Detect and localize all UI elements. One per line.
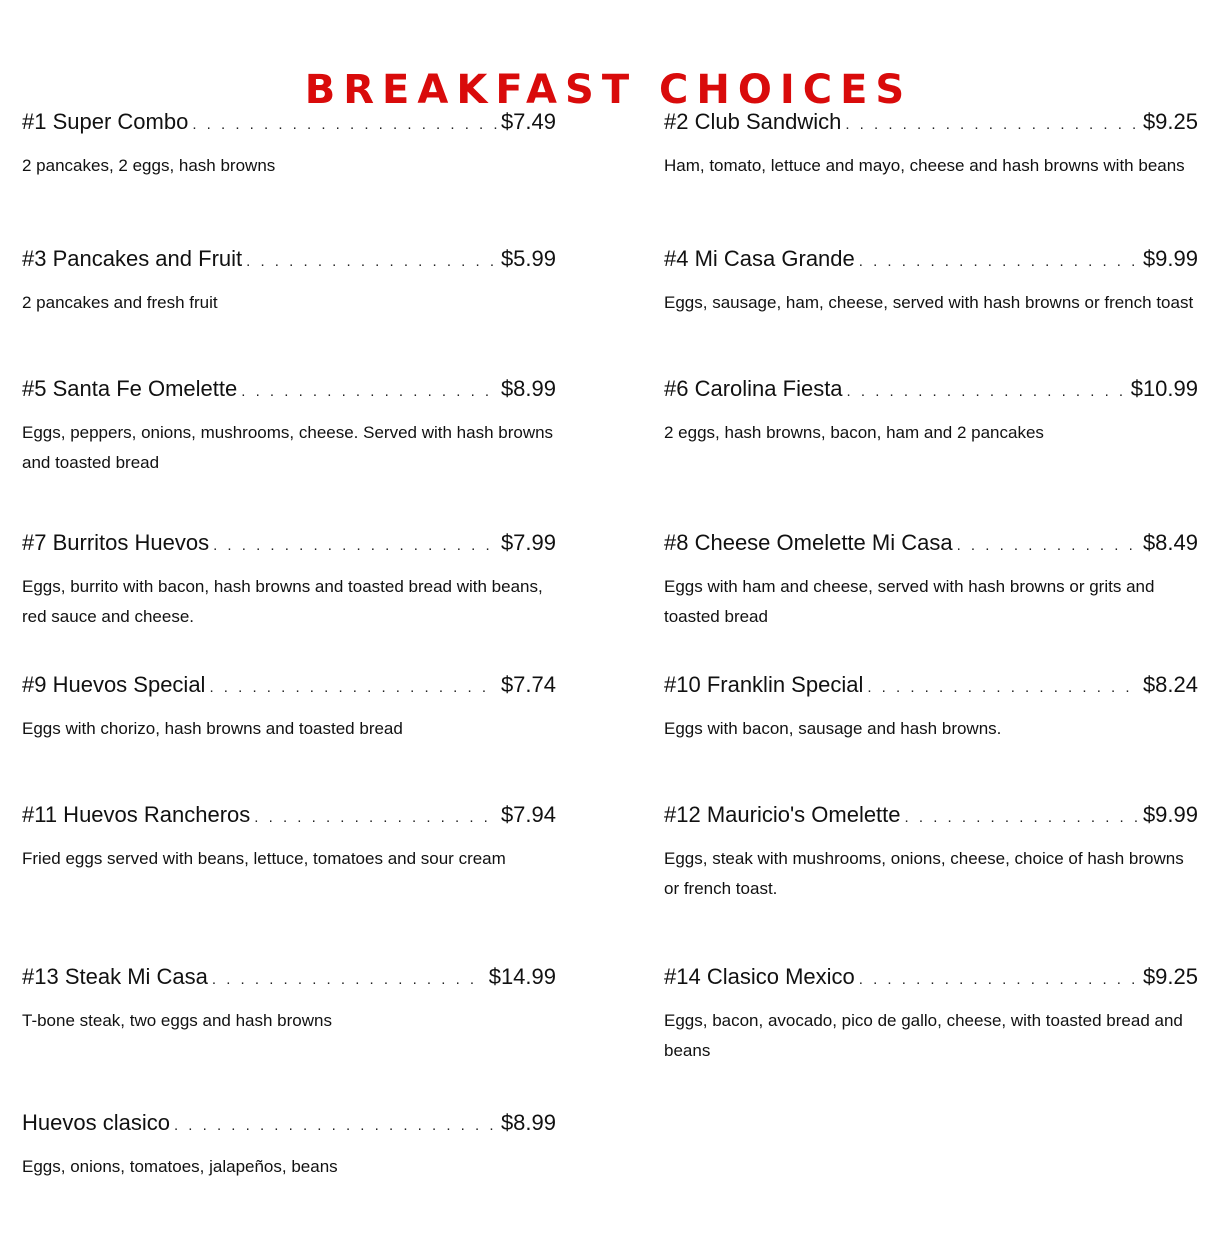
menu-item-description: Eggs, burrito with bacon, hash browns and toasted bread with beans, red sauce and cheese. bbox=[22, 577, 543, 626]
menu-item-price: $8.99 bbox=[500, 1110, 556, 1135]
menu-item-price: $9.25 bbox=[1142, 964, 1198, 989]
menu-item-price: $8.99 bbox=[500, 376, 556, 401]
menu-item bbox=[664, 528, 1198, 632]
menu-item-name: #14 Clasico Mexico bbox=[664, 964, 855, 989]
menu-item-description: Eggs, steak with mushrooms, onions, cheese, choice of hash browns or french toast. bbox=[664, 849, 1184, 898]
menu-item-description: T-bone steak, two eggs and hash browns bbox=[22, 1011, 332, 1030]
menu-item-header bbox=[664, 374, 1198, 404]
menu-item-name: #13 Steak Mi Casa bbox=[22, 964, 208, 989]
menu-item-description: 2 pancakes and fresh fruit bbox=[22, 293, 218, 312]
dot-leader bbox=[847, 377, 1127, 407]
menu-item-description: 2 eggs, hash browns, bacon, ham and 2 pancakes bbox=[664, 423, 1044, 442]
menu-item bbox=[664, 107, 1198, 181]
dot-leader bbox=[254, 803, 497, 833]
menu-item-description: 2 pancakes, 2 eggs, hash browns bbox=[22, 156, 276, 175]
menu-item bbox=[22, 670, 556, 744]
menu-item-price: $9.99 bbox=[1142, 246, 1198, 271]
menu-item-header bbox=[22, 244, 556, 274]
menu-item-header bbox=[22, 962, 556, 992]
menu-item-price: $7.99 bbox=[500, 530, 556, 555]
dot-leader bbox=[212, 965, 485, 995]
menu-item-description: Eggs with ham and cheese, served with hash browns or grits and toasted bread bbox=[664, 577, 1155, 626]
page-title: BREAKFAST CHOICES bbox=[304, 66, 913, 113]
menu-item-price: $9.99 bbox=[1142, 802, 1198, 827]
menu-item-price: $9.25 bbox=[1142, 109, 1198, 134]
menu-item-name: #4 Mi Casa Grande bbox=[664, 246, 855, 271]
dot-leader bbox=[859, 965, 1139, 995]
menu-item-price: $8.24 bbox=[1142, 672, 1198, 697]
dot-leader bbox=[859, 247, 1139, 277]
dot-leader bbox=[905, 803, 1139, 833]
menu-item-name: #5 Santa Fe Omelette bbox=[22, 376, 238, 401]
dot-leader bbox=[867, 673, 1139, 703]
menu-item-header bbox=[664, 244, 1198, 274]
menu-item-header bbox=[664, 800, 1198, 830]
dot-leader bbox=[192, 110, 497, 140]
menu-item-name: #12 Mauricio's Omelette bbox=[664, 802, 901, 827]
menu-item-description: Fried eggs served with beans, lettuce, tomatoes and sour cream bbox=[22, 849, 506, 868]
menu-item-header bbox=[22, 800, 556, 830]
menu-item-name: #2 Club Sandwich bbox=[664, 109, 842, 134]
menu-item bbox=[22, 800, 556, 874]
menu-item-price: $10.99 bbox=[1130, 376, 1198, 401]
menu-item-description: Eggs, sausage, ham, cheese, served with hash browns or french toast bbox=[664, 293, 1194, 312]
menu-item bbox=[22, 374, 556, 478]
menu-item-description: Eggs, onions, tomatoes, jalapeños, beans bbox=[22, 1157, 338, 1176]
menu-item-price: $5.99 bbox=[500, 246, 556, 271]
menu-item-price: $7.94 bbox=[500, 802, 556, 827]
dot-leader bbox=[174, 1111, 497, 1141]
menu-item bbox=[664, 374, 1198, 448]
menu-item-price: $7.74 bbox=[500, 672, 556, 697]
menu-item-header bbox=[664, 670, 1198, 700]
dot-leader bbox=[845, 110, 1139, 140]
menu-item-header bbox=[664, 107, 1198, 137]
menu-item-description: Eggs with bacon, sausage and hash browns. bbox=[664, 719, 1002, 738]
menu-item bbox=[664, 670, 1198, 744]
menu-item bbox=[22, 244, 556, 318]
dot-leader bbox=[209, 673, 496, 703]
menu-item bbox=[22, 528, 556, 632]
menu-item-header bbox=[664, 962, 1198, 992]
dot-leader bbox=[957, 531, 1139, 561]
menu-item-description: Ham, tomato, lettuce and mayo, cheese and hash browns with beans bbox=[664, 156, 1185, 175]
menu-item bbox=[22, 962, 556, 1036]
menu-item bbox=[664, 962, 1198, 1066]
menu-item-name: #7 Burritos Huevos bbox=[22, 530, 210, 555]
menu-item bbox=[22, 107, 556, 181]
menu-item-header bbox=[22, 107, 556, 137]
menu-item-name: #1 Super Combo bbox=[22, 109, 189, 134]
menu-item-name: #8 Cheese Omelette Mi Casa bbox=[664, 530, 953, 555]
menu-item-name: #3 Pancakes and Fruit bbox=[22, 246, 243, 271]
menu-item-name: #9 Huevos Special bbox=[22, 672, 206, 697]
menu-item-header bbox=[22, 1108, 556, 1138]
menu-item-description: Eggs, peppers, onions, mushrooms, cheese. Served with hash browns and toasted bread bbox=[22, 423, 554, 472]
menu-item-name: #11 Huevos Rancheros bbox=[22, 802, 251, 827]
menu-item-header bbox=[22, 374, 556, 404]
dot-leader bbox=[241, 377, 497, 407]
menu-item-description: Eggs, bacon, avocado, pico de gallo, cheese, with toasted bread and beans bbox=[664, 1011, 1183, 1060]
menu-item-description: Eggs with chorizo, hash browns and toasted bread bbox=[22, 719, 403, 738]
menu-item-name: Huevos clasico bbox=[22, 1110, 170, 1135]
dot-leader bbox=[246, 247, 497, 277]
dot-leader bbox=[213, 531, 497, 561]
menu-item bbox=[664, 244, 1198, 318]
menu-item-header bbox=[664, 528, 1198, 558]
menu-item-name: #6 Carolina Fiesta bbox=[664, 376, 843, 401]
menu-item-header bbox=[22, 528, 556, 558]
menu-item-price: $7.49 bbox=[500, 109, 556, 134]
menu-item bbox=[22, 1108, 556, 1182]
menu-item-header bbox=[22, 670, 556, 700]
menu-item-price: $14.99 bbox=[488, 964, 556, 989]
menu-item-name: #10 Franklin Special bbox=[664, 672, 864, 697]
menu-item bbox=[664, 800, 1198, 904]
menu-item-price: $8.49 bbox=[1142, 530, 1198, 555]
